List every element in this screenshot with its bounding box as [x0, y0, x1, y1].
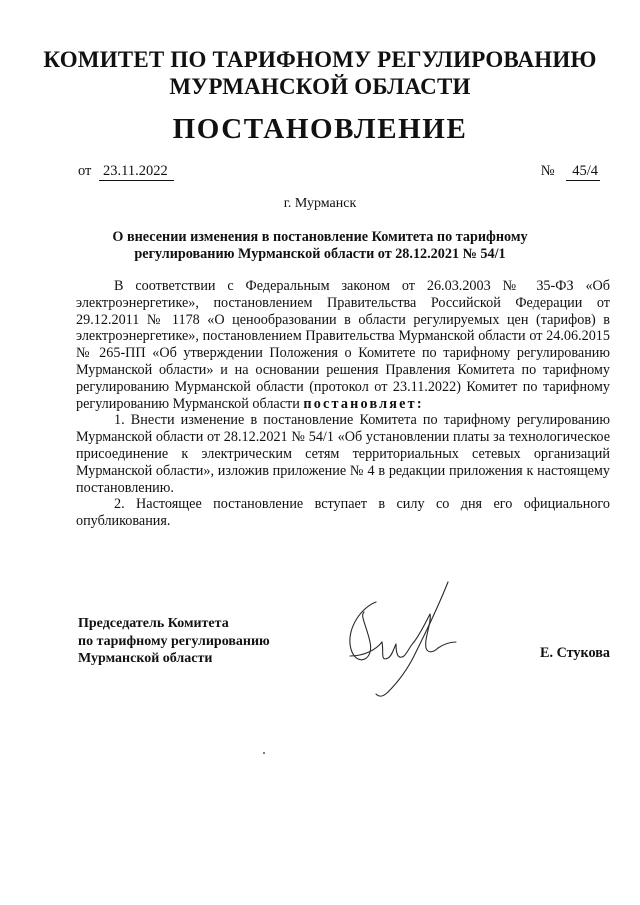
number-prefix: № [540, 163, 555, 179]
document-number [541, 163, 600, 181]
organization-name [0, 46, 640, 100]
subject-line-2: регулированию Мурманской области от 28.12.2021 № 54/1 [134, 246, 506, 262]
handwritten-signature [330, 572, 470, 702]
signer-name: Е. Стукова [540, 645, 610, 661]
decree-word: постановляет: [303, 395, 424, 412]
scan-speck [263, 752, 265, 754]
date-value: 23.11.2022 [99, 163, 174, 181]
org-line-2: МУРМАНСКОЙ ОБЛАСТИ [169, 74, 471, 99]
preamble-text: В соответствии с Федеральным законом от 26.03.2003 № 35-ФЗ «Об электроэнергетике», постановлением Правительства Российской Федерации от 29.12.2011 № 1178 «О ценообразовании в области регулируемых цен (тарифов) в электроэнергетике», постановлением Правительства Мурманской области от 24.06.2015 № 265-ПП «Об утверждении Положения о Комитете по тарифному регулированию Мурманской области» и на основании решения Правления Комитета по тарифному регулированию Мурманской области (протокол от 23.11.2022) Комитет по тарифному регулированию Мурманской области [76, 278, 610, 412]
document-type: ПОСТАНОВЛЕНИЕ [172, 113, 468, 145]
signer-title-line-2: по тарифному регулированию [78, 633, 270, 649]
number-value: 45/4 [566, 163, 600, 181]
paragraph-item-1: 1. Внести изменение в постановление Комитета по тарифному регулированию Мурманской области от 28.12.2021 № 54/1 «Об установлении платы за технологическое присоединение к электрическим сетям территориальных сетевых организаций Мурманской области», изложив приложение № 4 в редакции приложения к настоящему постановлению. [76, 412, 610, 496]
document-body [76, 278, 610, 530]
subject-line-1: О внесении изменения в постановление Комитета по тарифному [112, 229, 528, 245]
signer-title-line-3: Мурманской области [78, 651, 213, 666]
paragraph-preamble [76, 278, 610, 412]
signer-title-line-1: Председатель Комитета [78, 616, 229, 631]
city: г. Мурманск [283, 196, 357, 211]
date-prefix: от [78, 163, 92, 179]
signer-title [78, 615, 270, 668]
org-line-1: КОМИТЕТ ПО ТАРИФНОМУ РЕГУЛИРОВАНИЮ [43, 47, 597, 72]
document-subject [100, 229, 540, 263]
document-date [78, 163, 174, 181]
paragraph-item-2: 2. Настоящее постановление вступает в силу со дня его официального опубликования. [76, 496, 610, 530]
